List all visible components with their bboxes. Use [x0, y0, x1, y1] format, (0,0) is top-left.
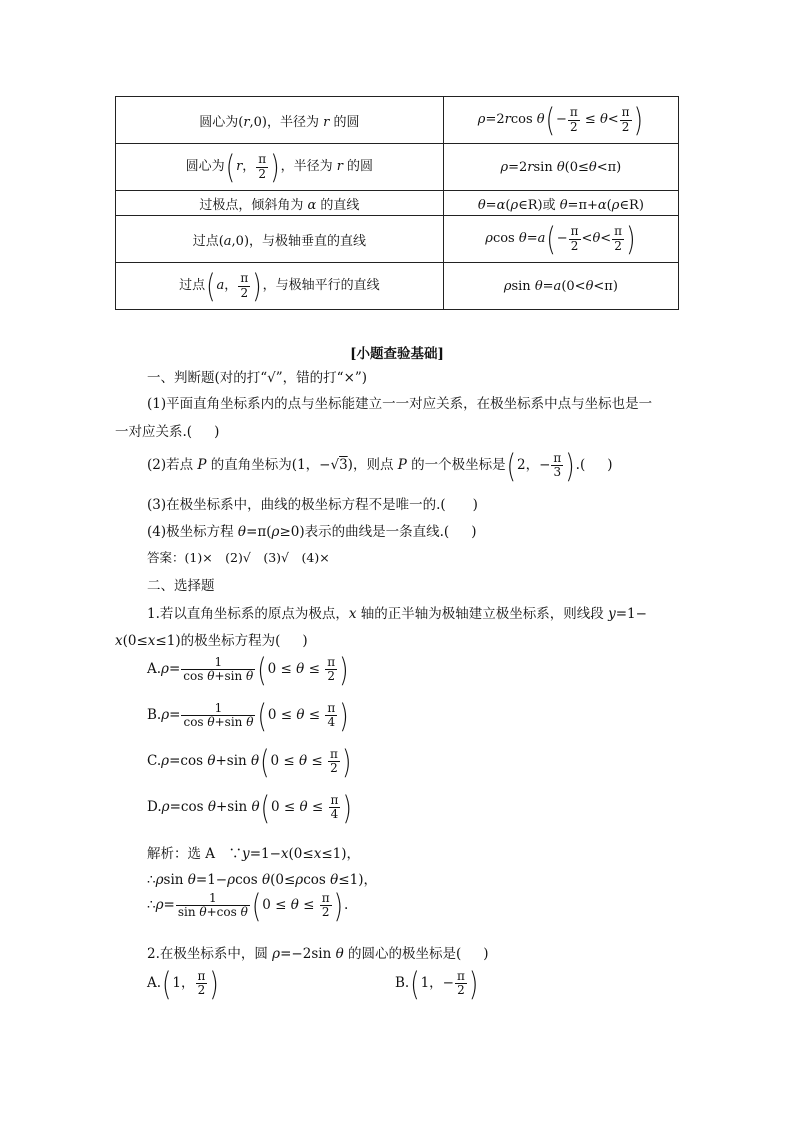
q2-option-a: A.(1， $\frac{\pi}{2}$ )	[147, 964, 219, 1003]
table-row	[116, 191, 679, 216]
question-1-cont: 一对应关系.( )	[115, 424, 220, 440]
polar-equation-table	[115, 96, 679, 310]
q2-option-b: B.(1，− $\frac{\pi}{2}$ )	[395, 964, 479, 1003]
part2-heading: 二、选择题	[147, 578, 215, 594]
table-cell: θ=α(ρ∈R)或 θ=π+α(ρ∈R)	[443, 191, 678, 216]
table-cell: 圆心为(r,0)，半径为 r 的圆	[116, 97, 444, 144]
part1-heading: 一、判断题(对的打“√”，错的打“×”)	[147, 370, 368, 386]
table-cell: ρcos θ=a(− $\frac{\pi}{2}$ <θ< $\frac{\pi}{2}$ )	[443, 216, 678, 263]
table-row	[116, 144, 679, 191]
question-1: (1)平面直角坐标系内的点与坐标能建立一一对应关系，在极坐标系中点与坐标也是一	[147, 396, 653, 412]
option-b: B.ρ= $\frac{1}{\text{cos θ+sin θ}}$ (0 ≤ θ ≤ $\frac{\pi}{4}$ )	[147, 696, 349, 735]
question-4: (4)极坐标方程 θ=π(ρ≥0)表示的曲线是一条直线.( )	[147, 524, 477, 540]
section-title: [小题查验基础]	[350, 346, 444, 362]
table-row	[116, 263, 679, 310]
question-2: (2)若点 P 的直角坐标为(1，−√3)，则点 P 的一个极坐标是(2，− $\frac{\pi}{3}$ ).( )	[147, 446, 613, 485]
option-c: C.ρ=cos θ+sin θ(0 ≤ θ ≤ $\frac{\pi}{2}$ )	[147, 742, 352, 781]
table-cell: 过点(a,0)，与极轴垂直的直线	[116, 216, 444, 263]
table-cell: ρ=2rcos θ(− $\frac{\pi}{2}$ ≤ θ< $\frac{\pi}{2}$ )	[443, 97, 678, 144]
question-3: (3)在极坐标系中，曲线的极坐标方程不是唯一的.( )	[147, 497, 478, 513]
choice-question-2: 2.在极坐标系中，圆 ρ=−2sin θ 的圆心的极坐标是( )	[147, 946, 489, 962]
table-cell: ρ=2rsin θ(0≤θ<π)	[443, 144, 678, 191]
option-d: D.ρ=cos θ+sin θ(0 ≤ θ ≤ $\frac{\pi}{4}$ )	[147, 788, 352, 827]
solution-line-1: 解析：选 A ∵y=1−x(0≤x≤1)，	[147, 846, 360, 862]
table-row	[116, 216, 679, 263]
table-row	[116, 97, 679, 144]
option-a: A.ρ= $\frac{1}{\text{cos θ+sin θ}}$ (0 ≤ θ ≤ $\frac{\pi}{2}$ )	[147, 650, 349, 689]
choice-question-1: 1.若以直角坐标系的原点为极点，x 轴的正半轴为极轴建立极坐标系，则线段 y=1−	[147, 606, 647, 622]
solution-line-2: ∴ρsin θ=1−ρcos θ(0≤ρcos θ≤1)，	[147, 872, 377, 888]
answer-line: 答案：(1)× (2)√ (3)√ (4)×	[147, 550, 330, 565]
table-cell: ρsin θ=a(0<θ<π)	[443, 263, 678, 310]
choice-question-1-cont: x(0≤x≤1)的极坐标方程为( )	[115, 633, 308, 649]
table-cell: 圆心为(r， $\frac{\pi}{2}$ )，半径为 r 的圆	[116, 144, 444, 191]
table-cell: 过极点，倾斜角为 α 的直线	[116, 191, 444, 216]
table-cell: 过点(a， $\frac{\pi}{2}$ )，与极轴平行的直线	[116, 263, 444, 310]
solution-line-3: ∴ρ= $\frac{1}{\text{sin θ+cos θ}}$ (0 ≤ θ ≤ $\frac{\pi}{2}$ ).	[147, 886, 349, 925]
